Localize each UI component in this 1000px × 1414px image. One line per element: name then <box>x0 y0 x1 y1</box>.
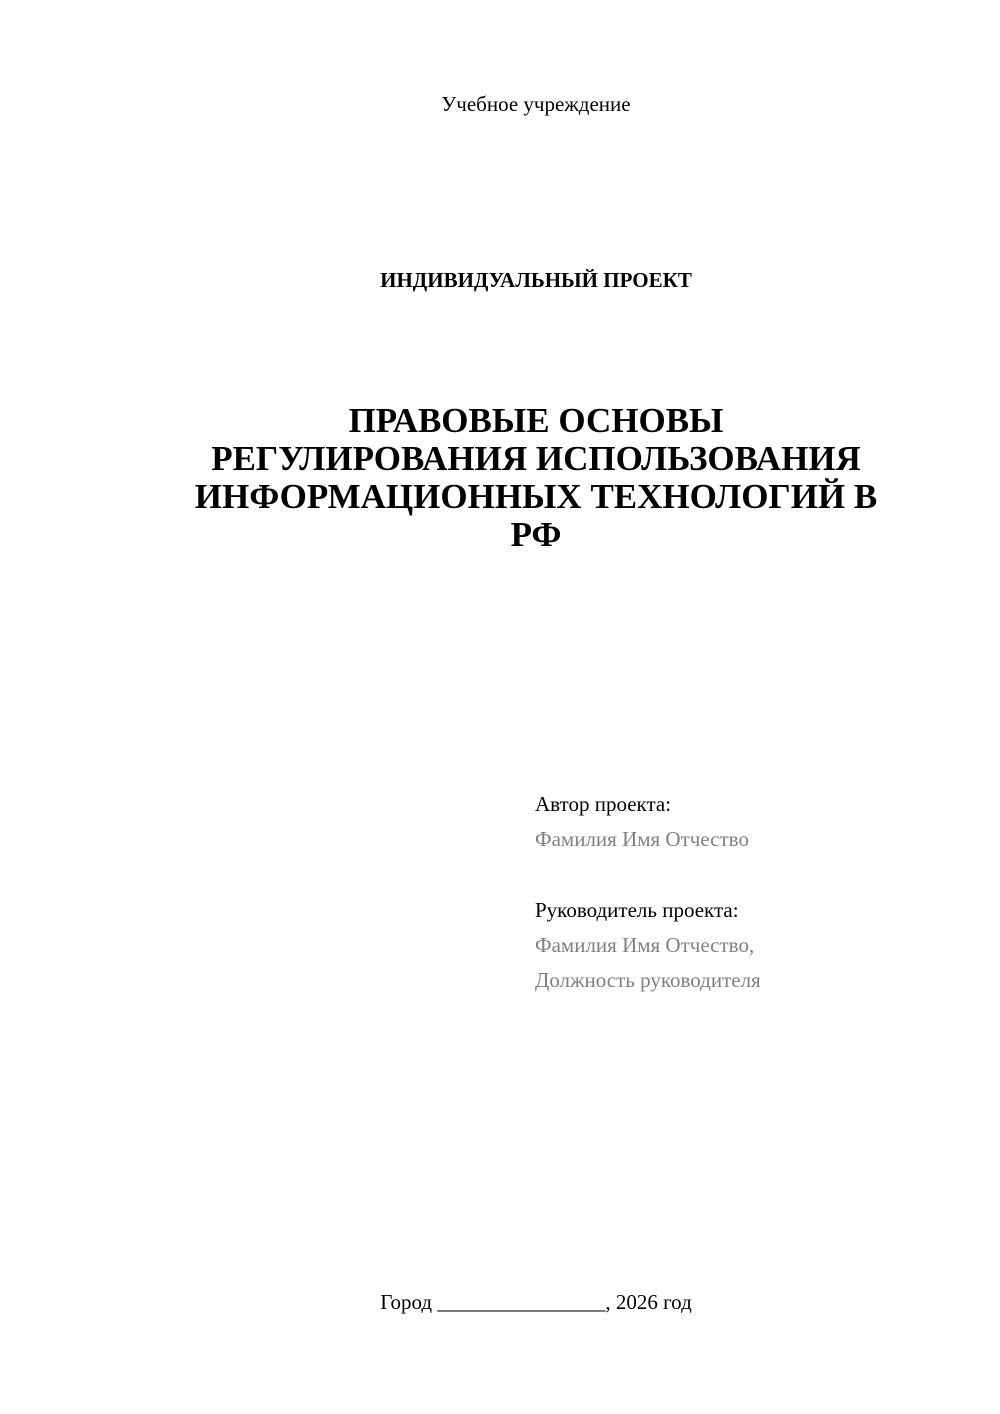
institution-name: Учебное учреждение <box>441 92 631 116</box>
supervisor-label: Руководитель проекта: <box>535 898 739 922</box>
author-block <box>535 787 749 857</box>
city-year-footer: Город ________________, 2026 год <box>380 1290 692 1314</box>
supervisor-block <box>535 893 761 998</box>
project-title-line: ПРАВОВЫЕ ОСНОВЫ <box>348 401 724 440</box>
project-title <box>72 402 1000 554</box>
author-name: Фамилия Имя Отчество <box>535 827 749 851</box>
project-title-line: РЕГУЛИРОВАНИЯ ИСПОЛЬЗОВАНИЯ <box>211 439 861 478</box>
author-label: Автор проекта: <box>535 792 672 816</box>
supervisor-position: Должность руководителя <box>535 968 761 992</box>
supervisor-name: Фамилия Имя Отчество, <box>535 933 755 957</box>
project-title-line: РФ <box>510 515 562 554</box>
project-type-heading: ИНДИВИДУАЛЬНЫЙ ПРОЕКТ <box>380 268 692 292</box>
project-title-line: ИНФОРМАЦИОННЫХ ТЕХНОЛОГИЙ В <box>194 477 878 516</box>
